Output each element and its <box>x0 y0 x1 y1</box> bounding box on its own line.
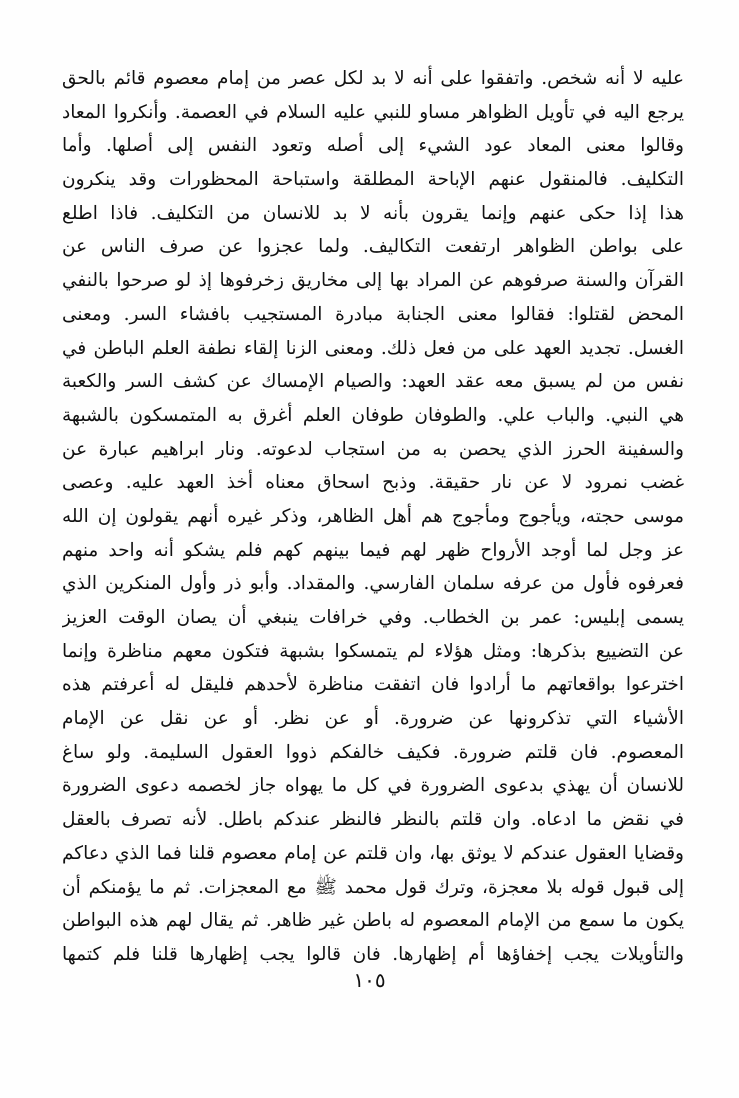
text-line: المحض لقتلوا: فقالوا معنى الجنابة مبادرة المستجيب بافشاء السر. ومعنى <box>62 303 684 325</box>
text-line: والسفينة الحرز الذي يحصن به من استجاب لدعوته. ونار ابراهيم عبارة عن <box>62 438 684 460</box>
text-line: للانسان أن يهذي بدعوى الضرورة في كل ما يهواه جاز لخصمه دعوى الضرورة <box>62 775 684 797</box>
text-line: عز وجل لما أوجد الأرواح ظهر لهم فيما بينهم كهم فلم يشكو أنه واحد منهم <box>62 539 684 561</box>
text-line: يكون ما سمع من الإمام المعصوم له باطن غير ظاهر. ثم يقال لهم هذه البواطن <box>62 910 684 932</box>
text-line: نفس من لم يسبق معه عقد العهد: والصيام الإمساك عن كشف السر والكعبة <box>62 371 684 393</box>
body-text <box>62 62 684 972</box>
page-number: ١٠٥ <box>353 968 386 992</box>
text-line: التكليف. فالمنقول عنهم الإباحة المطلقة واستباحة المحظورات وقد ينكرون <box>62 169 684 191</box>
text-line: وقالوا معنى المعاد عود الشيء إلى أصله وتعود النفس إلى أصلها. وأما <box>62 135 684 157</box>
text-line: المعصوم. فان قلتم ضرورة. فكيف خالفكم ذووا العقول السليمة. ولو ساغ <box>62 741 684 763</box>
text-line: عن التضييع بذكرها: ومثل هؤلاء لم يتمسكوا بشبهة فتكون معهم مناظرة وإنما <box>62 640 684 662</box>
text-line: هي النبي. والباب علي. والطوفان طوفان العلم أغرق به المتمسكون بالشبهة <box>62 404 684 426</box>
text-line: موسى حجته، ويأجوج ومأجوج هم أهل الظاهر، وذكر غيره أنهم يقولون إن الله <box>62 505 684 527</box>
text-line: يسمى إبليس: عمر بن الخطاب. وفي خرافات ينبغي أن يصان الوقت العزيز <box>62 607 684 628</box>
text-line: الغسل. تجديد العهد على من فعل ذلك. ومعنى الزنا إلقاء نطفة العلم الباطن في <box>62 337 684 359</box>
text-line: وقضايا العقول عندكم لا يوثق بها، وان قلتم عن إمام معصوم قلنا فما الذي دعاكم <box>62 842 684 864</box>
text-line: الأشياء التي تذكرونها عن ضرورة. أو عن نظر. أو عن نقل عن الإمام <box>62 708 684 730</box>
text-line: على بواطن الظواهر ارتفعت التكاليف. ولما عجزوا عن صرف الناس عن <box>62 236 684 258</box>
text-line: يرجع اليه في تأويل الظواهر مساو للنبي عليه السلام في العصمة. وأنكروا المعاد <box>62 101 684 123</box>
text-line: والتأويلات يجب إخفاؤها أم إظهارها. فان قالوا يجب إظهارها قلنا فلم كتمها <box>62 943 684 965</box>
text-line: القرآن والسنة صرفوهم عن المراد بها إلى مخاريق زخرفوها إذ لو صرحوا بالنفي <box>62 270 684 292</box>
text-line: هذا إذا حكى عنهم وإنما يقرون بأنه لا بد للانسان من التكليف. فاذا اطلع <box>62 202 684 224</box>
text-line: فعرفوه فأول من عرفه سلمان الفارسي. والمقداد. وأبو ذر وأول المنكرين الذي <box>62 573 684 595</box>
text-line: غضب نمرود لا عن نار حقيقة. وذبح اسحاق معناه أخذ العهد عليه. وعصى <box>62 472 684 494</box>
text-line: عليه لا أنه شخص. واتفقوا على أنه لا بد لكل عصر من إمام معصوم قائم بالحق <box>62 68 684 89</box>
text-line: اخترعوا بواقعاتهم ما أرادوا فان اتفقت مناظرة لأحدهم فليقل له أعرفتم هذه <box>62 674 684 696</box>
text-line: إلى قبول قوله بلا معجزة، وترك قول محمد ﷺ مع المعجزات. ثم ما يؤمنكم أن <box>62 876 684 898</box>
text-line: في نقض ما ادعاه. وان قلتم بالنظر فالنظر عندكم باطل. لأنه تصرف بالعقل <box>62 809 684 831</box>
